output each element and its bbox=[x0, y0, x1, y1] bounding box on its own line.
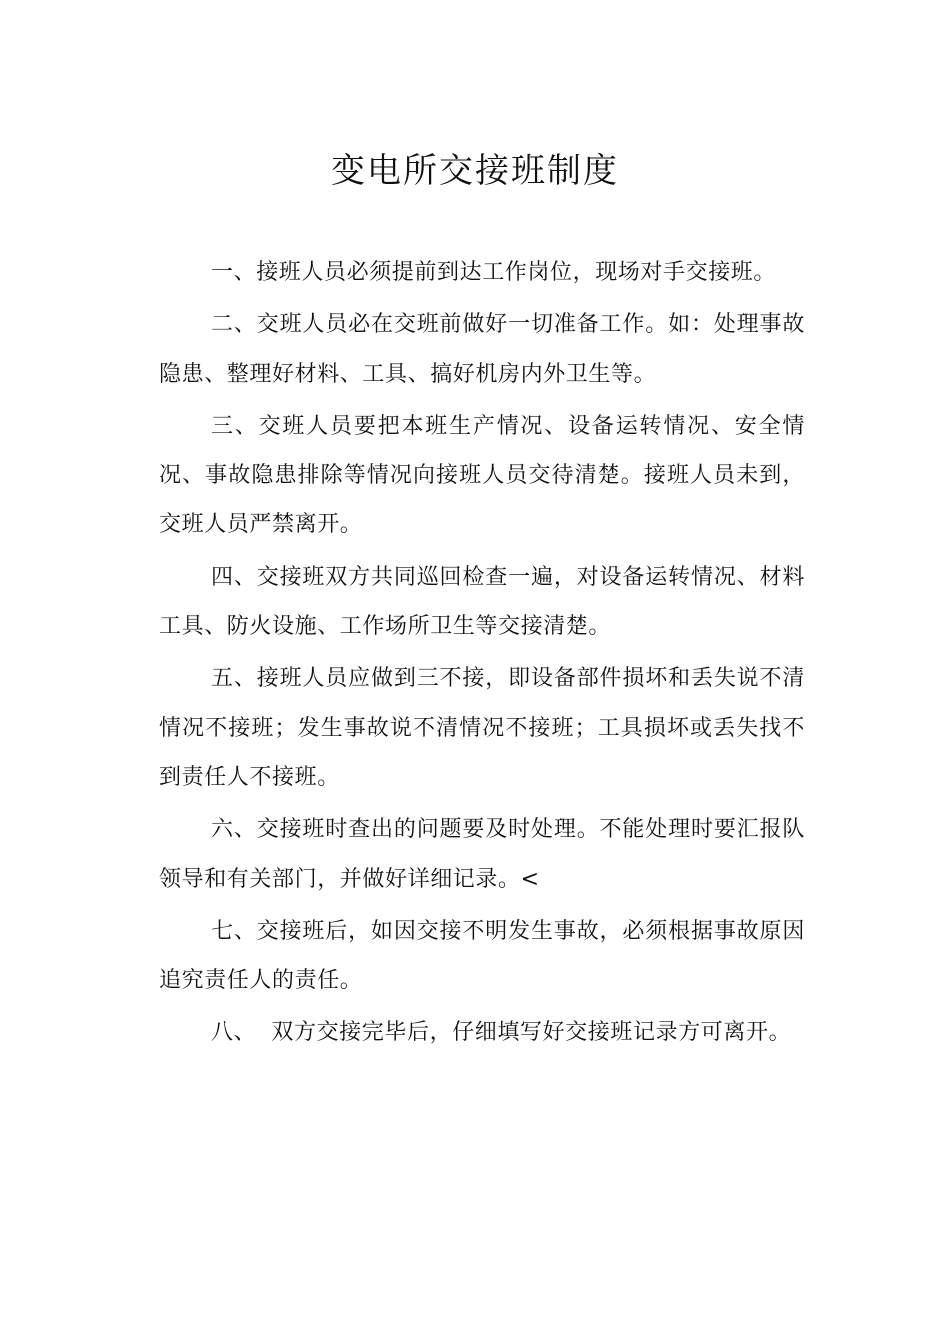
paragraph-2: 二、交班人员必在交班前做好一切准备工作。如：处理事故隐患、整理好材料、工具、搞好机房内外卫生等。 bbox=[159, 312, 805, 387]
paragraph-7: 七、交接班后，如因交接不明发生事故，必须根据事故原因追究责任人的责任。 bbox=[159, 918, 805, 994]
paragraph-1: 一、接班人员必须提前到达工作岗位，现场对手交接班。 bbox=[211, 260, 777, 285]
paragraph-5: 五、接班人员应做到三不接，即设备部件损坏和丢失说不清情况不接班；发生事故说不清情况不接班；工具损坏或丢失找不到责任人不接班。 bbox=[159, 666, 805, 790]
paragraph-6: 六、交接班时查出的问题要及时处理。不能处理时要汇报队领导和有关部门，并做好详细记录。< bbox=[159, 817, 805, 892]
paragraph-3: 三、交班人员要把本班生产情况、设备运转情况、安全情况、事故隐患排除等情况向接班人员交待清楚。接班人员未到，交班人员严禁离开。 bbox=[159, 413, 805, 538]
document-title: 变电所交接班制度 bbox=[331, 151, 619, 191]
document-body bbox=[159, 248, 805, 1061]
paragraph-4: 四、交接班双方共同巡回检查一遍，对设备运转情况、材料工具、防火设施、工作场所卫生等交接清楚。 bbox=[159, 564, 805, 640]
paragraph-8: 八、 双方交接完毕后，仔细填写好交接班记录方可离开。 bbox=[211, 1020, 792, 1046]
